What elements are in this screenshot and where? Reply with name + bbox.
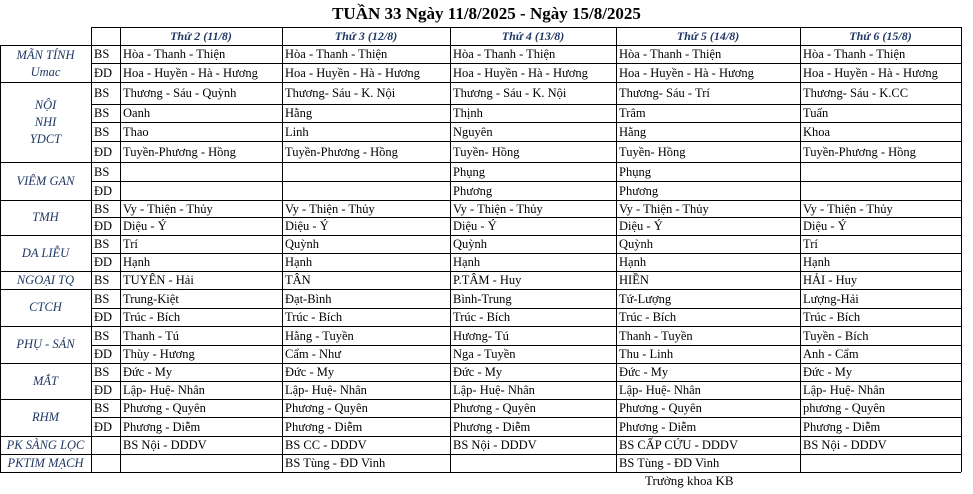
schedule-cell: Thương- Sáu - Trí — [619, 86, 710, 100]
department-label — [0, 399, 91, 436]
department-name-line: NGOẠI TQ — [16, 272, 75, 287]
role-label: BS — [94, 401, 110, 415]
schedule-cell: BS CC - DDDV — [285, 438, 367, 452]
schedule-cell: Tuyền- Hồng — [453, 144, 520, 159]
schedule-cell: Hòa - Thanh - Thiện — [123, 47, 226, 61]
department-label — [0, 363, 91, 399]
role-label: BS — [94, 365, 110, 379]
department-name-line: TMH — [32, 210, 59, 224]
department-label — [0, 235, 91, 271]
role-label: BS — [94, 106, 110, 120]
schedule-cell: Thương - Sáu - K. Nội — [453, 86, 567, 100]
schedule-cell: Vy - Thiện - Thủy — [453, 201, 543, 216]
schedule-cell: phương - Quyên — [803, 401, 886, 415]
schedule-cell: Hòa - Thanh - Thiện — [453, 47, 556, 61]
department-name-line: NỘI — [34, 97, 57, 112]
department-border — [0, 472, 961, 473]
role-label: ĐD — [94, 310, 113, 324]
schedule-cell: Trúc - Bích — [453, 310, 511, 324]
department-name-line: DA LIỄU — [21, 245, 70, 260]
schedule-cell: Hoa - Huyền - Hà - Hương — [285, 65, 420, 80]
schedule-cell: Hòa - Thanh - Thiện — [619, 47, 722, 61]
role-label: ĐD — [94, 347, 113, 361]
schedule-cell: Tuyền- Hồng — [619, 144, 686, 159]
schedule-cell: Lập- Huệ- Nhân — [619, 383, 701, 397]
schedule-cell: Đức - My — [123, 365, 173, 379]
schedule-cell: Lập- Huệ- Nhân — [803, 383, 885, 397]
schedule-cell: Thu - Linh — [619, 347, 674, 361]
schedule-cell: Hoa - Huyền - Hà - Hương — [123, 65, 258, 80]
schedule-cell: Hoa - Huyền - Hà - Hương — [619, 65, 754, 80]
schedule-cell: Quỳnh — [453, 237, 488, 251]
schedule-cell: Phụng — [453, 164, 485, 179]
department-label — [0, 289, 91, 326]
schedule-cell: Đạt-Bình — [285, 291, 332, 306]
schedule-cell: Trung-Kiệt — [123, 291, 179, 306]
schedule-cell: Hoa - Huyền - Hà - Hương — [803, 65, 938, 80]
schedule-cell: Lượng-Hải — [803, 291, 859, 306]
schedule-cell: Quỳnh — [619, 237, 654, 251]
schedule-cell: Phương - Diễm — [803, 419, 881, 434]
schedule-cell: Phương - Diễm — [619, 419, 697, 434]
role-label: BS — [94, 86, 110, 100]
role-label: BS — [94, 201, 110, 216]
schedule-cell: Hạnh — [619, 255, 647, 269]
schedule-cell: Đức - My — [285, 365, 335, 379]
schedule-cell: BS Nội - DDDV — [453, 438, 537, 452]
role-label: BS — [94, 237, 110, 251]
schedule-cell: Tuyền-Phương - Hồng — [285, 144, 398, 159]
schedule-cell: Diệu - Ý — [803, 219, 847, 233]
schedule-cell: Lập- Huệ- Nhân — [123, 383, 205, 397]
schedule-cell: Hạnh — [123, 255, 151, 269]
role-label: ĐD — [94, 255, 113, 269]
schedule-cell: Hằng — [619, 124, 647, 139]
schedule-cell: Oanh — [123, 106, 151, 120]
schedule-title: TUẦN 33 Ngày 11/8/2025 - Ngày 15/8/2025 — [332, 4, 641, 23]
schedule-cell: Thanh - Tú — [123, 328, 180, 343]
department-name-line: MÃN TÍNH — [16, 47, 75, 62]
schedule-cell: Hằng - Tuyền — [285, 328, 354, 343]
schedule-cell: Đức - My — [803, 365, 853, 379]
department-name-line: MẮT — [33, 373, 58, 388]
schedule-cell: Thịnh — [453, 106, 483, 120]
schedule-cell: Thùy - Hương — [123, 347, 195, 361]
role-label: BS — [94, 124, 110, 139]
column-border — [91, 27, 92, 472]
schedule-cell: Tuấn — [803, 106, 829, 120]
department-name-line: RHM — [31, 410, 60, 424]
schedule-cell: Hạnh — [803, 255, 831, 269]
schedule-cell: Nga - Tuyền — [453, 347, 516, 361]
schedule-cell: Thao — [123, 124, 149, 139]
schedule-cell: Anh - Cẩm — [803, 347, 859, 361]
day-header: Thứ 2 (11/8) — [170, 29, 232, 43]
role-label: BS — [94, 328, 110, 343]
schedule-cell: Vy - Thiện - Thủy — [619, 201, 709, 216]
schedule-cell: TÂN — [285, 273, 311, 287]
schedule-cell: Hạnh — [285, 255, 313, 269]
schedule-cell: Phương — [619, 183, 659, 198]
schedule-cell: Diệu - Ý — [453, 219, 497, 233]
role-label: ĐD — [94, 419, 113, 434]
department-label — [0, 454, 91, 472]
schedule-cell: BS Tùng - ĐD Vinh — [619, 456, 720, 470]
schedule-cell: Hòa - Thanh - Thiện — [285, 47, 388, 61]
department-name-line: CTCH — [29, 300, 62, 314]
role-label: ĐD — [94, 144, 113, 159]
role-label: BS — [94, 164, 110, 179]
role-label: BS — [94, 47, 110, 61]
schedule-cell: Lập- Huệ- Nhân — [285, 383, 367, 397]
department-label — [0, 82, 91, 162]
role-label: BS — [94, 291, 110, 306]
row-border — [91, 104, 961, 105]
department-label — [0, 200, 91, 235]
schedule-cell: Đức - My — [453, 365, 503, 379]
schedule-cell: Hoa - Huyền - Hà - Hương — [453, 65, 588, 80]
schedule-cell: Lập- Huệ- Nhân — [453, 383, 535, 397]
schedule-cell: Tuyền-Phương - Hồng — [123, 144, 236, 159]
role-label: ĐD — [94, 219, 113, 233]
schedule-cell: Phụng — [619, 164, 651, 179]
schedule-cell: Đức - My — [619, 365, 669, 379]
schedule-cell: Hương- Tú — [453, 328, 509, 343]
schedule-cell: BS CẤP CỨU - DDDV — [619, 438, 738, 452]
schedule-cell: Trúc - Bích — [803, 310, 861, 324]
column-border — [961, 27, 962, 472]
row-border — [91, 253, 961, 254]
schedule-cell: Tuyền - Bích — [803, 328, 869, 343]
department-name-line: PHỤ - SẢN — [16, 337, 75, 351]
schedule-cell: Vy - Thiện - Thủy — [285, 201, 375, 216]
role-label: ĐD — [94, 65, 113, 80]
department-label — [0, 436, 91, 454]
department-label — [0, 271, 91, 289]
schedule-cell: BS Tùng - ĐD Vinh — [285, 456, 386, 470]
schedule-cell: BS Nội - DDDV — [123, 438, 207, 452]
schedule-cell: Hòa - Thanh - Thiện — [803, 47, 906, 61]
department-border — [0, 82, 961, 83]
schedule-cell: Cẩm - Như — [285, 347, 342, 361]
schedule-cell: BS Nội - DDDV — [803, 438, 887, 452]
department-name-line: Umac — [30, 64, 61, 79]
schedule-cell: Linh — [285, 124, 309, 139]
schedule-cell: Phương - Quyên — [285, 401, 368, 415]
schedule-cell: Trúc - Bích — [285, 310, 343, 324]
schedule-cell: Thương- Sáu - K.CC — [803, 86, 909, 100]
schedule-cell: Phương - Quyên — [123, 401, 206, 415]
schedule-cell: Trúc - Bích — [619, 310, 677, 324]
row-border — [91, 181, 961, 182]
department-name-line: PKTIM MẠCH — [7, 455, 84, 470]
day-header: Thứ 6 (15/8) — [849, 29, 912, 43]
schedule-cell: Diệu - Ý — [619, 219, 663, 233]
schedule-cell: Thanh - Tuyền — [619, 328, 693, 343]
schedule-cell: Hạnh — [453, 255, 481, 269]
role-label: ĐD — [94, 383, 113, 397]
schedule-cell: Vy - Thiện - Thủy — [123, 201, 213, 216]
department-label — [0, 326, 91, 363]
schedule-cell: TUYÊN - Hải — [123, 273, 194, 287]
schedule-cell: Trí — [803, 237, 818, 251]
schedule-cell: Phương - Diễm — [285, 419, 363, 434]
role-label: ĐD — [94, 183, 113, 198]
schedule-cell: Thương- Sáu - K. Nội — [285, 86, 396, 100]
schedule-cell: Phương - Quyên — [619, 401, 702, 415]
schedule-cell: Phương - Quyên — [453, 401, 536, 415]
schedule-cell: Vy - Thiện - Thủy — [803, 201, 893, 216]
schedule-cell: HIỀN — [619, 273, 649, 287]
schedule-cell: Phương - Diễm — [123, 419, 201, 434]
schedule-cell: Bình-Trung — [453, 291, 512, 306]
schedule-cell: Khoa — [803, 124, 831, 139]
signature-label: Trưởng khoa KB — [645, 473, 734, 488]
schedule-cell: Phương — [453, 183, 493, 198]
schedule-cell: Nguyên — [453, 124, 493, 139]
day-header: Thứ 4 (13/8) — [501, 29, 565, 43]
schedule-cell: P.TÂM - Huy — [453, 273, 522, 287]
department-name-line: PK SÀNG LỌC — [6, 437, 85, 452]
schedule-cell: Trúc - Bích — [123, 310, 181, 324]
schedule-cell: Trâm — [619, 106, 646, 120]
schedule-cell: Phương - Diễm — [453, 419, 531, 434]
day-header: Thứ 5 (14/8) — [676, 29, 740, 43]
schedule-cell: Quỳnh — [285, 237, 320, 251]
schedule-cell: Diệu - Ý — [123, 219, 167, 233]
schedule-cell: Thương - Sáu - Quỳnh — [123, 86, 237, 100]
schedule-cell: HẢI - Huy — [803, 273, 858, 287]
row-border — [91, 122, 961, 123]
department-name-line: YDCT — [29, 131, 62, 146]
department-name-line: NHI — [34, 114, 57, 129]
department-label — [0, 162, 91, 200]
schedule-cell: Trí — [123, 237, 138, 251]
schedule-cell: Tuyền-Phương - Hồng — [803, 144, 916, 159]
schedule-cell: Tứ-Lượng — [619, 291, 672, 306]
department-border — [0, 454, 961, 455]
day-header: Thứ 3 (12/8) — [334, 29, 398, 43]
schedule-cell: Diệu - Ý — [285, 219, 329, 233]
department-name-line: VIÊM GAN — [16, 173, 75, 188]
role-label: BS — [94, 273, 110, 287]
schedule-cell: Hằng — [285, 106, 313, 120]
department-label — [0, 45, 91, 82]
